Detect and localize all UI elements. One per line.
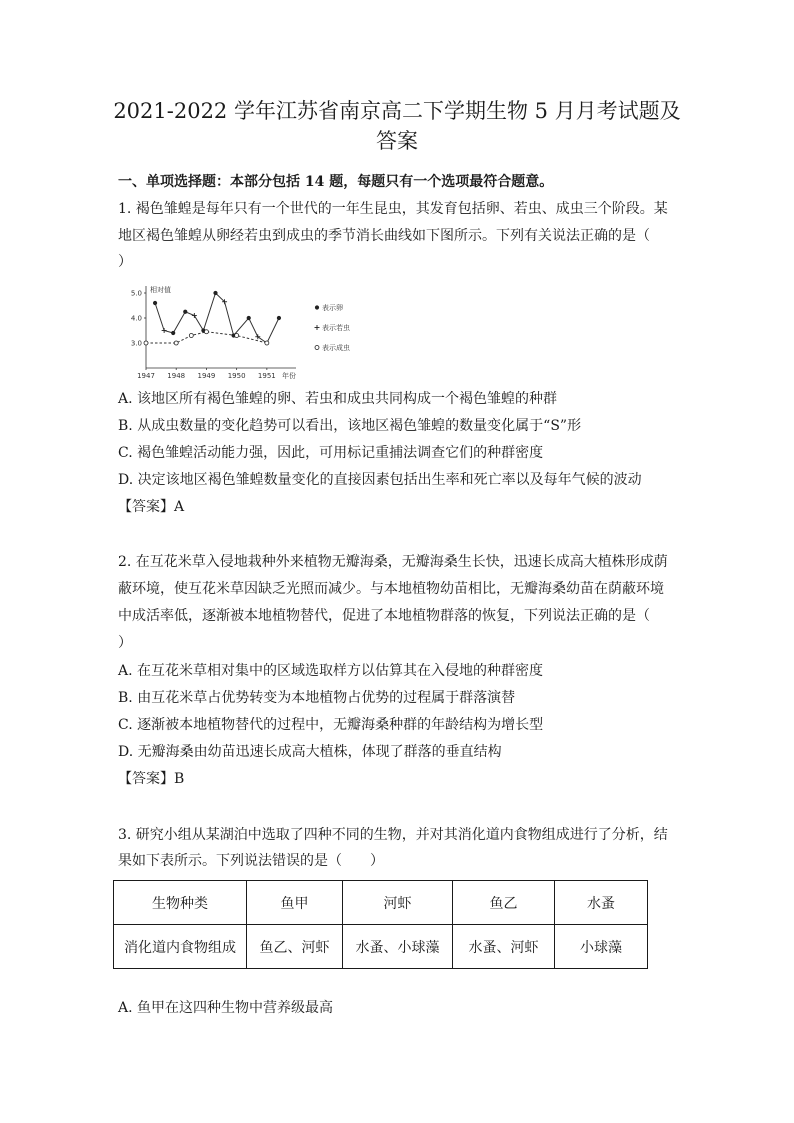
title-line-1: 2021-2022 学年江苏省南京高二下学期生物 5 月月考试题及 [113,99,681,123]
data-point-dot [213,291,217,295]
legend-marker-circle [315,346,319,350]
data-point-plus [162,328,167,333]
q1-option-c: C. 褐色雏蝗活动能力强，因此，可用标记重捕法调查它们的种群密度 [118,445,544,461]
x-tick-label: 1948 [167,372,186,380]
q2-option-d: D. 无瓣海桑由幼苗迅速长成高大植株，体现了群落的垂直结构 [118,744,502,760]
legend-marker-plus [315,325,320,330]
table-header-cell: 水蚤 [555,881,648,925]
table-header-cell: 生物种类 [114,881,247,925]
x-tick-label: 1951 [257,372,276,380]
data-point-circle [144,341,148,345]
y-tick-label: 3.0 [130,339,142,348]
table-header-cell: 鱼乙 [453,881,555,925]
table-row [114,925,648,969]
q1-option-b: B. 从成虫数量的变化趋势可以看出，该地区褐色雏蝗的数量变化属于“S”形 [118,418,582,434]
food-composition-table [113,880,648,969]
x-tick-label: 1949 [197,372,216,380]
q3-option-a: A. 鱼甲在这四种生物中营养级最高 [118,1000,334,1016]
series-markers [144,291,281,345]
document-title [100,96,694,156]
q1-option-a: A. 该地区所有褐色雏蝗的卵、若虫和成虫共同构成一个褐色雏蝗的种群 [118,391,558,407]
data-point-dot [153,301,157,305]
data-point-dot [183,310,187,314]
chart-legend [315,303,351,352]
q3-stem-line-2: 果如下表所示。下列说法错误的是（ ） [118,853,384,869]
table-cell: 水蚤、河虾 [453,925,555,969]
q2-stem-line-3: 中成活率低，逐渐被本地植物替代，促进了本地植物群落的恢复，下列说法正确的是（ [118,608,650,624]
table-cell: 小球藻 [555,925,648,969]
y-tick-label: 4.0 [130,314,142,323]
data-point-circle [189,334,193,338]
data-point-circle [204,330,208,334]
q1-stem-line-1: 1. 褐色雏蝗是每年只有一个世代的一年生昆虫，其发育包括卵、若虫、成虫三个阶段。某 [118,201,668,217]
table-cell: 鱼乙、河虾 [247,925,343,969]
q2-stem-line-2: 蔽环境，使互花米草因缺乏光照而减少。与本地植物幼苗相比，无瓣海桑幼苗在荫蔽环境 [118,581,664,597]
series-line-egg-nymph [155,293,279,343]
y-tick-labels [131,290,146,348]
q2-stem-line-1: 2. 在互花米草入侵地栽种外来植物无瓣海桑，无瓣海桑生长快，迅速长成高大植株形成荫 [118,554,668,570]
data-point-dot [277,316,281,320]
data-point-plus [192,313,197,318]
table-header-cell: 鱼甲 [247,881,343,925]
data-point-circle [265,341,269,345]
q2-option-c: C. 逐渐被本地植物替代的过程中，无瓣海桑种群的年龄结构为增长型 [118,717,544,733]
title-line-2: 答案 [376,129,418,153]
data-point-dot [247,316,251,320]
section-heading: 一、单项选择题：本部分包括 14 题，每题只有一个选项最符合题意。 [118,174,554,190]
q1-answer: 【答案】A [118,499,185,515]
q1-stem-line-2: 地区褐色雏蝗从卵经若虫到成虫的季节消长曲线如下图所示。下列有关说法正确的是（ [118,228,650,244]
q2-option-b: B. 由互花米草占优势转变为本地植物占优势的过程属于群落演替 [118,690,516,706]
data-point-dot [171,331,175,335]
series-lines [146,293,279,343]
x-tick-label: 1947 [137,372,155,380]
x-tick-label: 1950 [227,372,246,380]
table-header-cell: 河虾 [343,881,453,925]
data-point-circle [174,341,178,345]
legend-label: 表示卵 [322,304,343,312]
q1-option-d: D. 决定该地区褐色雏蝗数量变化的直接因素包括出生率和死亡率以及每年气候的波动 [118,472,642,488]
legend-label: 表示若虫 [322,324,350,332]
table-cell: 水蚤、小球藻 [343,925,453,969]
table-cell: 消化道内食物组成 [114,925,247,969]
y-tick-label: 5.0 [130,289,142,298]
q3-stem-line-1: 3. 研究小组从某湖泊中选取了四种不同的生物，并对其消化道内食物组成进行了分析，结 [118,827,668,843]
q2-stem-line-4: ） [118,635,132,651]
legend-marker-dot [315,305,319,309]
x-axis-label: 年份 [282,372,296,380]
q1-stem-line-3: ） [118,254,132,270]
legend-label: 表示成虫 [322,344,350,352]
table-header-row [114,881,648,925]
y-axis-label: 相对值 [150,286,171,294]
x-tick-labels [137,368,276,380]
q2-answer: 【答案】B [118,771,185,787]
q2-option-a: A. 在互花米草相对集中的区域选取样方以估算其在入侵地的种群密度 [118,663,544,679]
population-chart [118,281,368,381]
data-point-circle [235,334,239,338]
